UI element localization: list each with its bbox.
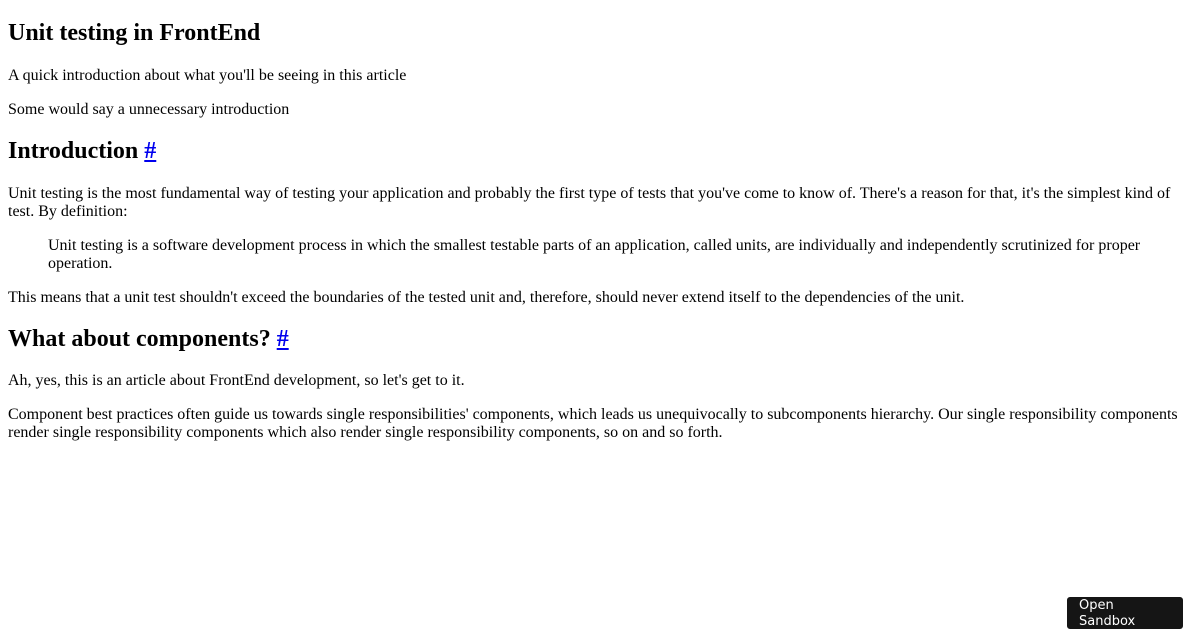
intro-paragraph: A quick introduction about what you'll be seeing in this article <box>8 67 407 84</box>
heading-anchor-link[interactable]: # <box>276 326 289 352</box>
article <box>0 18 1200 442</box>
components-paragraph: Ah, yes, this is an article about FrontEnd development, so let's get to it. <box>8 372 465 389</box>
section-heading-text: Introduction <box>8 138 139 164</box>
section-heading-introduction <box>8 136 1192 166</box>
components-followup-paragraph: Component best practices often guide us towards single responsibilities' components, which leads us unequivocally to subcomponents hierarchy. Our single responsibility components render single responsibility components which also render single responsibility components, so on and so forth. <box>8 406 1178 441</box>
open-sandbox-button[interactable]: Open Sandbox <box>1066 596 1184 630</box>
heading-anchor-link[interactable]: # <box>144 138 157 164</box>
section-heading-text: What about components? <box>8 326 271 352</box>
introduction-paragraph: Unit testing is the most fundamental way of testing your application and probably the first type of tests that you've come to know of. There's a reason for that, it's the simplest kind of test. By definition: <box>8 185 1171 220</box>
introduction-followup-paragraph: This means that a unit test shouldn't exceed the boundaries of the tested unit and, therefore, should never extend itself to the dependencies of the unit. <box>8 289 965 306</box>
intro-subparagraph: Some would say a unnecessary introduction <box>8 101 290 118</box>
page-title: Unit testing in FrontEnd <box>8 20 261 46</box>
section-heading-components <box>8 324 1192 354</box>
definition-quote: Unit testing is a software development process in which the smallest testable parts of an application, called units, are individually and independently scrutinized for proper operation. <box>48 237 1141 272</box>
